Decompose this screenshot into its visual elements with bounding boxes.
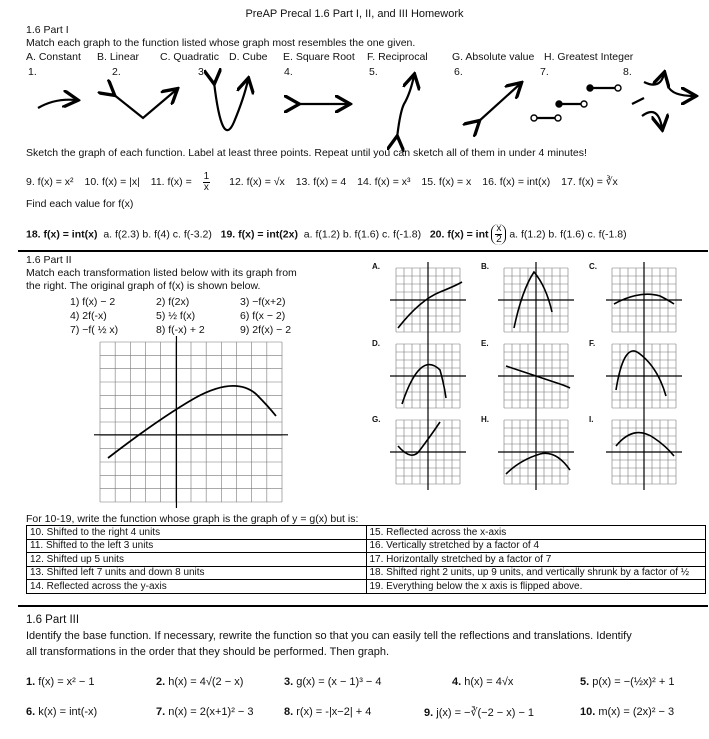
problem-item: 8. r(x) = -|x−2| + 4 [284, 706, 372, 718]
table-cell: 11. Shifted to the left 3 units [27, 539, 367, 553]
graph-label: G. [372, 415, 381, 424]
problem-item: 5. p(x) = −(½x)² + 1 [580, 676, 675, 688]
fraction: $\frac{1}{x}$ [203, 171, 210, 193]
transform-item: 8) f(-x) + 2 [156, 324, 205, 336]
small-graph-grid [390, 262, 466, 338]
part1-instructions: Match each graph to the function listed whose graph most resembles the one given. [26, 37, 416, 49]
table-cell: 15. Reflected across the x-axis [366, 526, 706, 540]
table-cell: 16. Vertically stretched by a factor of 4 [366, 539, 706, 553]
section-divider [18, 605, 708, 607]
graph-label: C. [589, 262, 597, 271]
find-18-parts: a. f(2.3) b. f(4) c. f(-3.2) [103, 228, 212, 241]
small-graph-grid [498, 262, 574, 338]
graph-number: 1. [28, 66, 37, 78]
part2-instructions: the right. The original graph of f(x) is shown below. [26, 280, 261, 292]
transform-item: 5) ½ f(x) [156, 310, 196, 322]
table-cell: 19. Everything below the x axis is flipped above. [366, 580, 706, 594]
table-cell: 18. Shifted right 2 units, up 9 units, and vertically shrunk by a factor of ½ [366, 566, 706, 580]
choice-item: F. Reciprocal [367, 51, 428, 63]
find-heading: Find each value for f(x) [26, 198, 134, 210]
graph-label: H. [481, 415, 489, 424]
function-item: 11. f(x) = $\frac{1}{x}$ [150, 171, 210, 193]
part2-instructions: Match each transformation listed below with its graph from [26, 267, 297, 279]
function-item: 15. f(x) = x [421, 176, 472, 189]
graph-number: 2. [112, 66, 121, 78]
small-graph-grid [606, 414, 682, 490]
graph-label: E. [481, 339, 489, 348]
graph-number: 5. [369, 66, 378, 78]
sketch-instructions: Sketch the graph of each function. Label at least three points. Repeat until you can sketch all of them in under 4 minutes! [26, 147, 587, 159]
function-item: 16. f(x) = int(x) [482, 176, 551, 189]
part3-heading: 1.6 Part III [26, 614, 80, 626]
transform-item: 4) 2f(-x) [70, 310, 107, 322]
table-cell: 13. Shifted left 7 units and down 8 units [27, 566, 367, 580]
function-item: 13. f(x) = 4 [295, 176, 347, 189]
graph-label: B. [481, 262, 489, 271]
table-row [27, 526, 706, 540]
choice-item: H. Greatest Integer [544, 51, 634, 63]
transform-item: 7) −f( ½ x) [70, 324, 119, 336]
graph-number: 7. [540, 66, 549, 78]
graph-number: 4. [284, 66, 293, 78]
transform-item: 3) −f(x+2) [240, 296, 286, 308]
table-cell: 14. Reflected across the y-axis [27, 580, 367, 594]
function-item: 9. f(x) = x² [26, 176, 74, 189]
table-cell: 12. Shifted up 5 units [27, 553, 367, 567]
choice-item: D. Cube [229, 51, 268, 63]
find-20-parts: a. f(1.2) b. f(1.6) c. f(-1.8) [509, 228, 627, 241]
function-item: 12. f(x) = √x [229, 176, 285, 189]
problem-item: 7. n(x) = 2(x+1)² − 3 [156, 706, 254, 718]
table-cell: 17. Horizontally stretched by a factor of 7 [366, 553, 706, 567]
small-graph-grid [498, 414, 574, 490]
part2-heading: 1.6 Part II [26, 254, 72, 266]
transform-item: 2) f(2x) [156, 296, 190, 308]
part1-heading: 1.6 Part I [26, 24, 69, 36]
small-graph-curve [398, 282, 462, 328]
graph-label: I. [589, 415, 594, 424]
table-row [27, 539, 706, 553]
small-graph-curve [616, 351, 666, 396]
choice-item: A. Constant [26, 51, 81, 63]
problem-item: 3. g(x) = (x − 1)³ − 4 [284, 676, 382, 688]
transform-item: 6) f(x − 2) [240, 310, 286, 322]
graph-label: F. [589, 339, 596, 348]
choice-item: C. Quadratic [160, 51, 219, 63]
choice-item: E. Square Root [283, 51, 355, 63]
small-graph-grid [606, 338, 682, 414]
choice-item: G. Absolute value [452, 51, 535, 63]
table-row [27, 566, 706, 580]
problem-item: 1. f(x) = x² − 1 [26, 676, 95, 688]
graph-label: D. [372, 339, 380, 348]
transform-item: 1) f(x) − 2 [70, 296, 116, 308]
graph-number: 6. [454, 66, 463, 78]
find-19: 19. f(x) = int(2x) [220, 228, 298, 241]
function-item: 14. f(x) = x³ [357, 176, 411, 189]
graph-number: 8. [623, 66, 632, 78]
table-row [27, 553, 706, 567]
transformation-table [26, 525, 706, 594]
problem-item: 2. h(x) = 4√(2 − x) [156, 676, 244, 688]
part3-instructions: all transformations in the order that they should be performed. Then graph. [26, 646, 390, 658]
table-row [27, 580, 706, 594]
table-cell: 10. Shifted to the right 4 units [27, 526, 367, 540]
small-graph-curve [506, 453, 570, 474]
table-heading: For 10-19, write the function whose graph is the graph of y = g(x) but is: [26, 513, 359, 525]
fraction: $\frac{x}{2}$ [491, 224, 506, 245]
small-graph-grid [390, 338, 466, 414]
small-graph-grid [606, 262, 682, 338]
function-item: 10. f(x) = |x| [84, 176, 140, 189]
small-graph-curve [506, 366, 570, 388]
function-item: 17. f(x) = ∛x [561, 176, 618, 189]
graph-label: A. [372, 262, 380, 271]
small-graph-grid [498, 338, 574, 414]
find-19-parts: a. f(1.2) b. f(1.6) c. f(-1.8) [303, 228, 422, 241]
choice-item: B. Linear [97, 51, 140, 63]
page-title: PreAP Precal 1.6 Part I, II, and III Homework [245, 8, 464, 20]
graph-number: 3. [198, 66, 207, 78]
find-20: 20. f(x) = int [429, 228, 489, 241]
problem-item: 4. h(x) = 4√x [452, 676, 514, 688]
transform-item: 9) 2f(x) − 2 [240, 324, 292, 336]
problem-item: 9. j(x) = −∛(−2 − x) − 1 [424, 707, 535, 719]
find-18: 18. f(x) = int(x) [26, 228, 98, 241]
part3-instructions: Identify the base function. If necessary, rewrite the function so that you can easily tell the reflections and translations. Identify [26, 630, 632, 642]
problem-item: 10. m(x) = (2x)² − 3 [580, 706, 675, 718]
problem-item: 6. k(x) = int(-x) [26, 706, 98, 718]
small-graph-grid [390, 414, 466, 490]
